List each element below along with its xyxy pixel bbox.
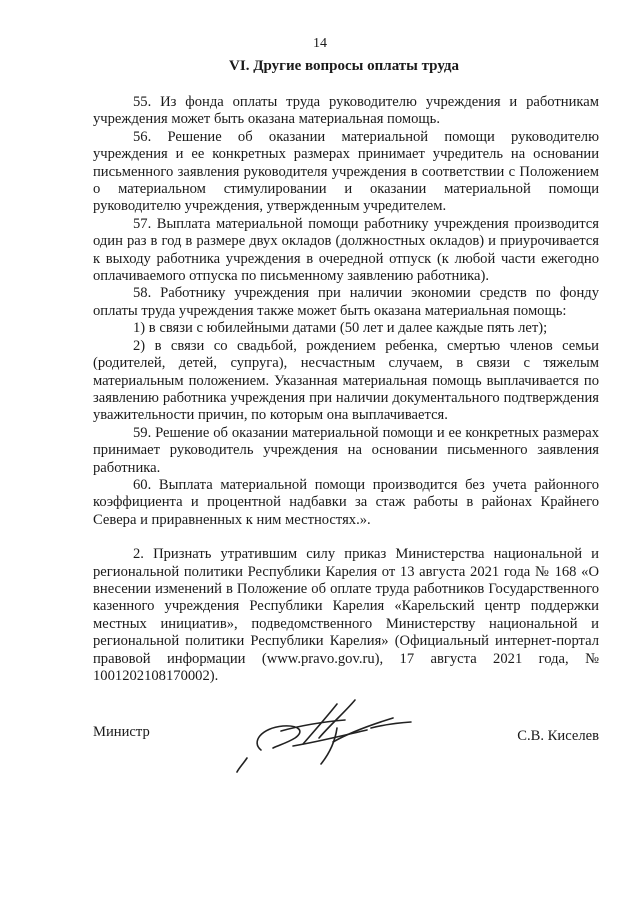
signature-block <box>93 718 599 788</box>
paragraph-58-item-2: 2) в связи со свадьбой, рождением ребенка, смертью членов семьи (родителей, детей, супруга), несчастным случаем, в связи с тяжелым материальным положением. Указанная материальная помощь выплачивается по заявлению работника учреждения при наличии документального подтверждения уважительности причин, по которым она выплачивается. <box>93 337 599 424</box>
paragraph-56: 56. Решение об оказании материальной помощи руководителю учреждения и ее конкретных размерах принимает учредитель на основании письменного заявления руководителя учреждения в соответствии с Положением о материальном стимулировании и оказании материальной помощи руководителю учреждения, утвержденным учредителем. <box>93 128 599 215</box>
signatory-title: Министр <box>93 724 150 740</box>
section-title: VI. Другие вопросы оплаты труда <box>229 58 459 74</box>
document-body <box>93 94 599 685</box>
handwritten-signature <box>221 698 421 773</box>
paragraph-58-item-1: 1) в связи с юбилейными датами (50 лет и далее каждые пять лет); <box>133 320 548 337</box>
paragraph-60: 60. Выплата материальной помощи производится без учета районного коэффициента и процентной надбавки за стаж работы в районах Крайнего Севера и приравненных к ним местностях.». <box>93 476 599 528</box>
paragraph-55: 55. Из фонда оплаты труда руководителю учреждения и работникам учреждения может быть оказана материальная помощь. <box>93 94 599 128</box>
signatory-name: С.В. Киселев <box>517 728 599 744</box>
page-number: 14 <box>313 36 327 51</box>
paragraph-58: 58. Работнику учреждения при наличии экономии средств по фонду оплаты труда учреждения также может быть оказана материальная помощь: <box>93 285 599 319</box>
paragraph-57: 57. Выплата материальной помощи работнику учреждения производится один раз в год в размере двух окладов (должностных окладов) и приурочивается к выходу работника учреждения в очередной отпуск (к любой части ежегодно оплачиваемого отпуска по письменному заявлению работника). <box>93 215 599 285</box>
paragraph-59: 59. Решение об оказании материальной помощи и ее конкретных размерах принимает руководитель учреждения на основании письменного заявления работника. <box>93 424 599 476</box>
paragraph-repeal-order: 2. Признать утратившим силу приказ Министерства национальной и региональной политики Республики Карелия от 13 августа 2021 года № 168 «О внесении изменений в Положение об оплате труда работников Государственного казенного учреждения Республики Карелия «Карельский центр поддержки местных инициатив», подведомственного Министерству национальной и региональной политики Республики Карелия» (Официальный интернет-портал правовой информации (www.pravo.gov.ru), 17 августа 2021 года, № 1001202108170002). <box>93 546 599 684</box>
